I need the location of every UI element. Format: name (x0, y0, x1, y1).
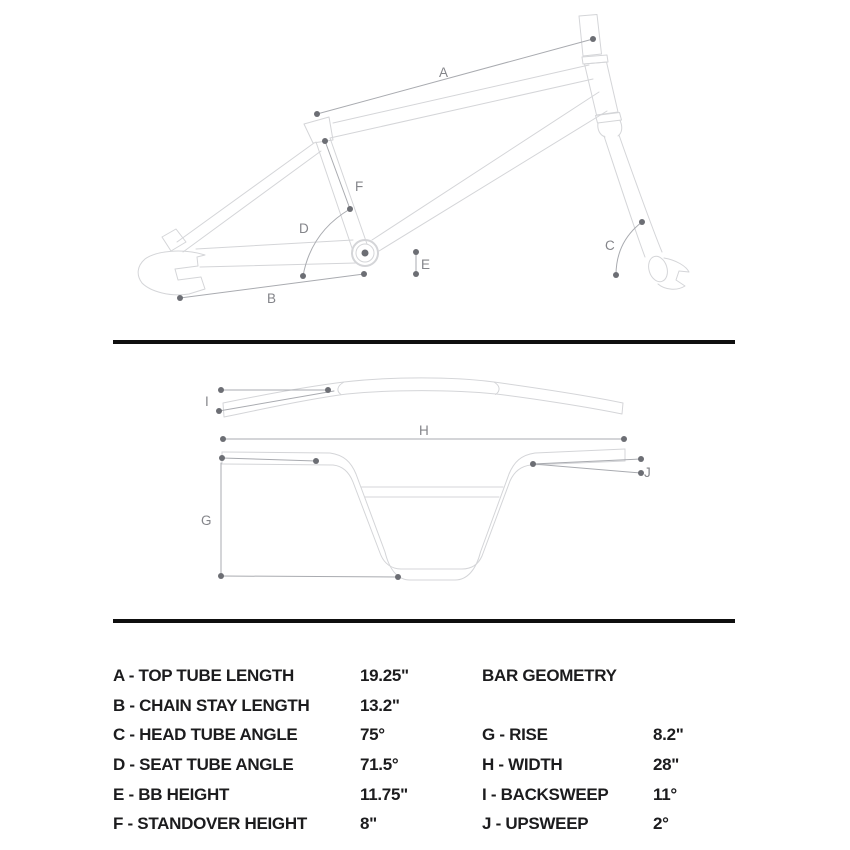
dim-dot (347, 206, 353, 212)
table-row (482, 750, 742, 780)
bar-top-view-bend-mark (494, 382, 499, 395)
spec-label: C - HEAD TUBE ANGLE (113, 725, 298, 745)
label-H: H (419, 423, 429, 438)
dim-dot (216, 408, 222, 414)
head-tube (585, 62, 619, 115)
table-row (113, 750, 473, 780)
frame-dimension-labels (267, 65, 615, 306)
table-row (113, 720, 473, 750)
frame-dimension-lines (180, 39, 642, 298)
bar-crossbar (361, 487, 503, 497)
label-E: E (421, 257, 431, 272)
spec-value: 28" (653, 754, 680, 774)
spec-value: 8" (360, 814, 377, 834)
dim-line-J-lower (533, 464, 641, 473)
dim-line-G-base (221, 576, 398, 577)
bar-front-view-inner (222, 461, 625, 569)
frame-spec-table (113, 661, 473, 839)
label-I: I (205, 394, 209, 409)
dim-dot (218, 573, 224, 579)
handlebar-drawing (222, 378, 625, 580)
dim-dot (313, 458, 319, 464)
table-row (482, 780, 742, 810)
table-row (113, 780, 473, 810)
dim-dot (621, 436, 627, 442)
label-F: F (355, 179, 364, 194)
seat-tube (316, 138, 367, 251)
bb-center-dot (362, 250, 369, 257)
spec-label: J - UPSWEEP (482, 814, 589, 834)
label-D: D (299, 221, 309, 236)
bar-dimension-labels (201, 394, 651, 528)
label-C: C (605, 238, 615, 253)
bar-spec-table (482, 661, 742, 839)
dim-dot (218, 387, 224, 393)
dim-dot (219, 455, 225, 461)
spec-value: 75° (360, 725, 385, 745)
bar-dimension-lines (219, 390, 641, 577)
dim-dot (639, 219, 645, 225)
spec-value: 19.25" (360, 665, 409, 685)
dim-dot (314, 111, 320, 117)
dim-dot (613, 272, 619, 278)
dim-dot (322, 138, 328, 144)
spec-value: 2° (653, 814, 669, 834)
table-row (113, 691, 473, 721)
bar-top-view-bend-mark (338, 382, 344, 395)
top-tube (330, 65, 593, 138)
fork-leg (619, 135, 662, 252)
dim-dot (638, 456, 644, 462)
bar-front-view-outer (222, 449, 625, 580)
rear-dropout-tab (162, 229, 186, 251)
table-row (113, 809, 473, 839)
down-tube (372, 92, 607, 251)
dim-dot (413, 249, 419, 255)
spec-value: 11.75" (360, 784, 408, 804)
bar-dimension-dots (216, 387, 644, 580)
section-divider-bottom (113, 619, 735, 623)
spec-value: 11° (653, 784, 677, 804)
bar-geometry-header: BAR GEOMETRY (482, 665, 617, 685)
frame-dimension-dots (177, 36, 645, 301)
section-divider-top (113, 340, 735, 344)
label-J: J (644, 465, 651, 480)
dim-line-F (325, 141, 350, 209)
dim-arc-C (616, 222, 642, 275)
dim-dot (220, 436, 226, 442)
headset-bottom-cup (596, 113, 622, 124)
spec-label: B - CHAIN STAY LENGTH (113, 695, 310, 715)
table-row (113, 661, 473, 691)
dim-dot (300, 273, 306, 279)
spec-label: H - WIDTH (482, 754, 563, 774)
label-A: A (439, 65, 449, 80)
table-row (482, 809, 742, 839)
seat-cluster (304, 117, 333, 143)
spec-value: 71.5° (360, 754, 399, 774)
front-dropout (658, 258, 689, 289)
spec-label: A - TOP TUBE LENGTH (113, 665, 294, 685)
dim-dot (413, 271, 419, 277)
spec-label: D - SEAT TUBE ANGLE (113, 754, 294, 774)
table-header-row (482, 661, 742, 691)
bar-top-view (223, 378, 623, 417)
chain-stay (196, 240, 356, 267)
steerer-tube (579, 15, 602, 57)
label-B: B (267, 291, 277, 306)
spec-value: 13.2" (360, 695, 400, 715)
dim-line-A (317, 39, 593, 114)
rear-dropout (138, 251, 205, 295)
spec-label: G - RISE (482, 725, 548, 745)
spec-value: 8.2" (653, 725, 684, 745)
table-spacer-row (482, 691, 742, 721)
dim-line-I-axis (219, 391, 334, 411)
dim-dot (395, 574, 401, 580)
dim-dot (177, 295, 183, 301)
label-G: G (201, 513, 212, 528)
spec-label: E - BB HEIGHT (113, 784, 230, 804)
spec-label: I - BACKSWEEP (482, 784, 609, 804)
dim-dot (361, 271, 367, 277)
table-row (482, 720, 742, 750)
dim-line-grip-ref (222, 458, 316, 461)
spec-label: F - STANDOVER HEIGHT (113, 814, 307, 834)
dim-dot (590, 36, 596, 42)
dim-dot (325, 387, 331, 393)
dim-dot (530, 461, 536, 467)
